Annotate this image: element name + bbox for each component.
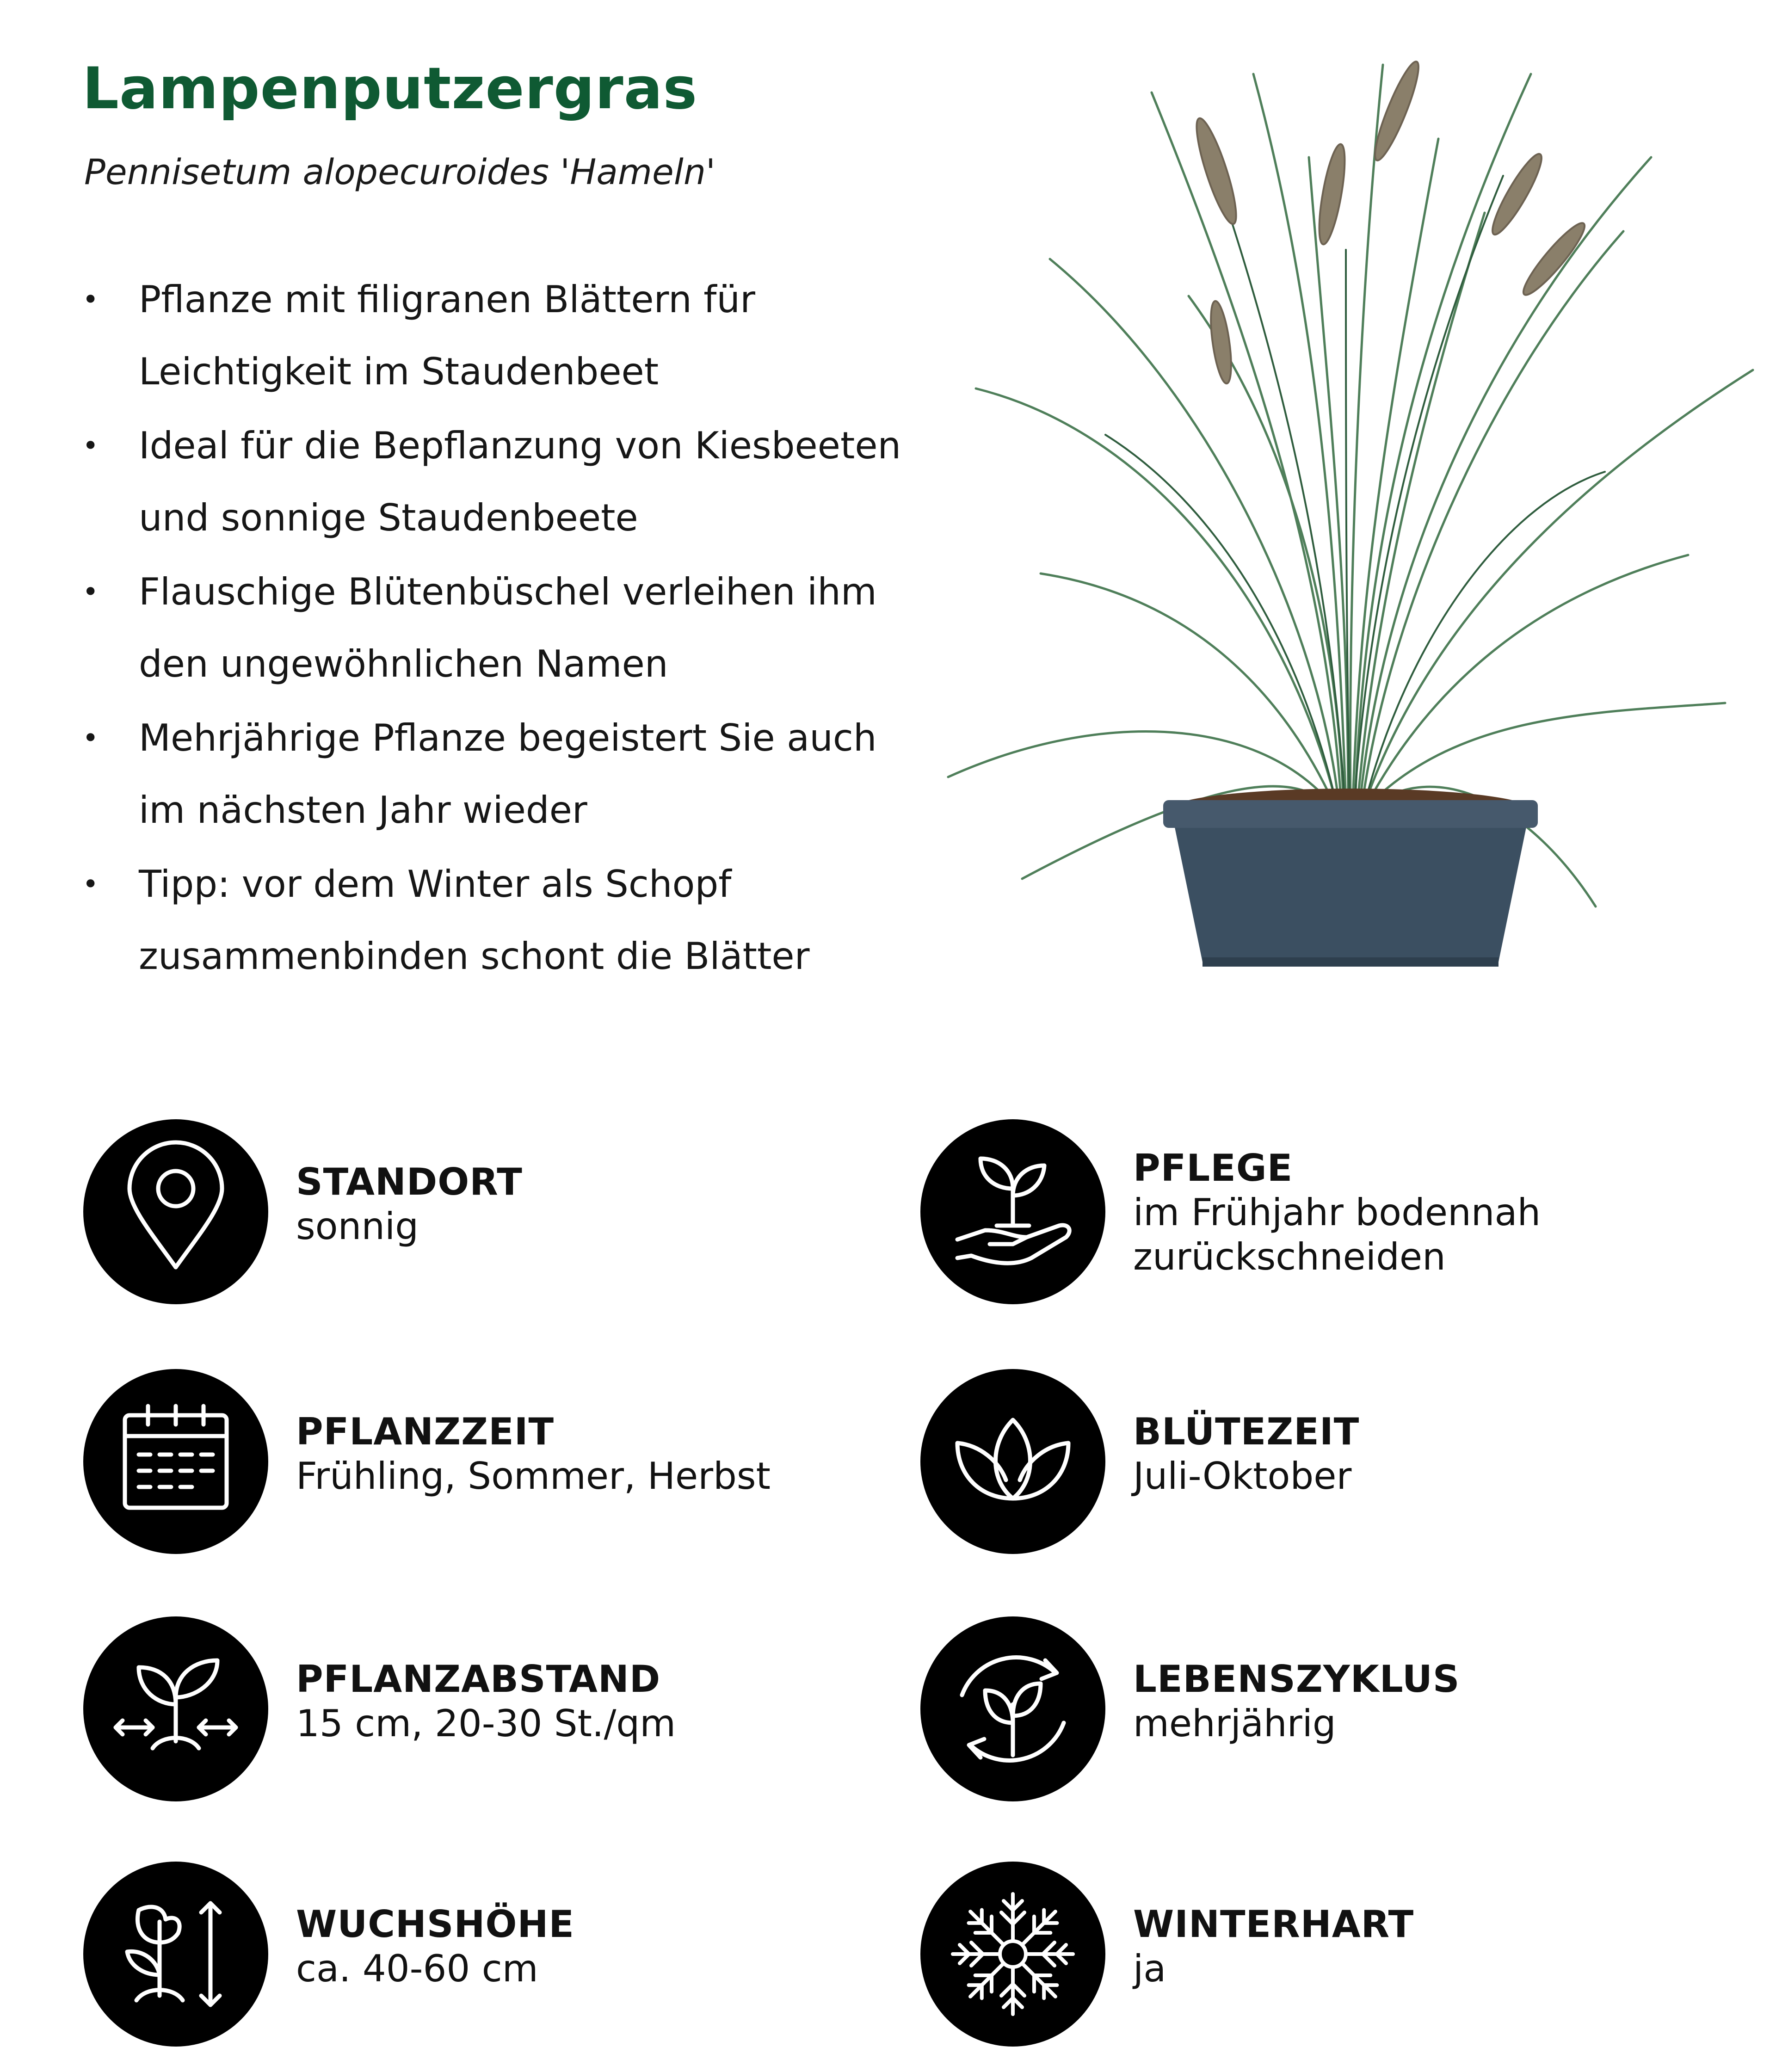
- feature-value: 15 cm, 20-30 St./qm: [296, 1702, 676, 1745]
- feature-lebenszyklus: [920, 1616, 1707, 1801]
- snowflake-icon: [920, 1862, 1105, 2047]
- feature-label: STANDORT: [296, 1160, 523, 1203]
- feature-label: WUCHSHÖHE: [296, 1903, 575, 1946]
- feature-label: BLÜTEZEIT: [1133, 1410, 1360, 1453]
- feature-value: mehrjährig: [1133, 1702, 1336, 1745]
- feature-value: sonnig: [296, 1205, 419, 1248]
- bullet-item: [79, 556, 957, 700]
- feature-winterhart: [920, 1862, 1707, 2047]
- feature-label: LEBENSZYKLUS: [1133, 1658, 1460, 1701]
- plant-height-icon: [83, 1862, 268, 2047]
- bullet-dot: •: [82, 722, 99, 754]
- feature-label: PFLEGE: [1133, 1147, 1293, 1190]
- bullet-item: [79, 702, 957, 846]
- bullet-dot: •: [82, 284, 99, 316]
- plant-spacing-icon: [83, 1616, 268, 1801]
- product-title: Lampenputzergras: [82, 56, 698, 122]
- feature-label: WINTERHART: [1133, 1903, 1414, 1946]
- bullet-text: Tipp: vor dem Winter als Schopf zusammenbinden schont die Blätter: [139, 863, 810, 978]
- location-pin-icon: [83, 1119, 268, 1304]
- lotus-flower-icon: [920, 1369, 1105, 1554]
- feature-value: im Frühjahr bodennah zurückschneiden: [1133, 1191, 1541, 1278]
- bullet-item: [79, 848, 957, 993]
- bullet-text: Mehrjährige Pflanze begeistert Sie auch im nächsten Jahr wieder: [139, 716, 877, 832]
- pot: [1163, 800, 1538, 967]
- plant-image: [930, 18, 1762, 980]
- feature-label: PFLANZZEIT: [296, 1410, 555, 1453]
- feature-value: Frühling, Sommer, Herbst: [296, 1455, 771, 1498]
- feature-bluetezeit: [920, 1369, 1707, 1554]
- bullet-item: [79, 264, 957, 408]
- bullet-text: Pflanze mit filigranen Blättern für Leichtigkeit im Staudenbeet: [139, 278, 756, 393]
- bullet-text: Flauschige Blütenbüschel verleihen ihm den ungewöhnlichen Namen: [139, 570, 877, 685]
- feature-value: ca. 40-60 cm: [296, 1947, 538, 1990]
- feature-pflanzzeit: [83, 1369, 870, 1554]
- bullet-text: Ideal für die Bepflanzung von Kiesbeeten und sonnige Staudenbeete: [139, 424, 901, 539]
- feature-standort: [83, 1119, 870, 1304]
- feature-bullet-list: [79, 264, 957, 994]
- bullet-item: [79, 410, 957, 554]
- feature-pflanzabstand: [83, 1616, 870, 1801]
- lifecycle-plant-icon: [920, 1616, 1105, 1801]
- bullet-dot: •: [82, 430, 99, 462]
- bullet-dot: •: [82, 576, 99, 608]
- feature-value: ja: [1133, 1947, 1166, 1990]
- hand-seedling-icon: [920, 1119, 1105, 1304]
- feature-value: Juli-Oktober: [1133, 1455, 1352, 1498]
- calendar-icon: [83, 1369, 268, 1554]
- feature-wuchshoehe: [83, 1862, 870, 2047]
- botanical-name: Pennisetum alopecuroides 'Hameln': [84, 151, 715, 192]
- feature-pflege: [920, 1119, 1707, 1304]
- flower-plumes: [1190, 58, 1591, 385]
- feature-label: PFLANZABSTAND: [296, 1658, 661, 1701]
- grass-blades: [948, 65, 1753, 906]
- bullet-dot: •: [82, 868, 99, 900]
